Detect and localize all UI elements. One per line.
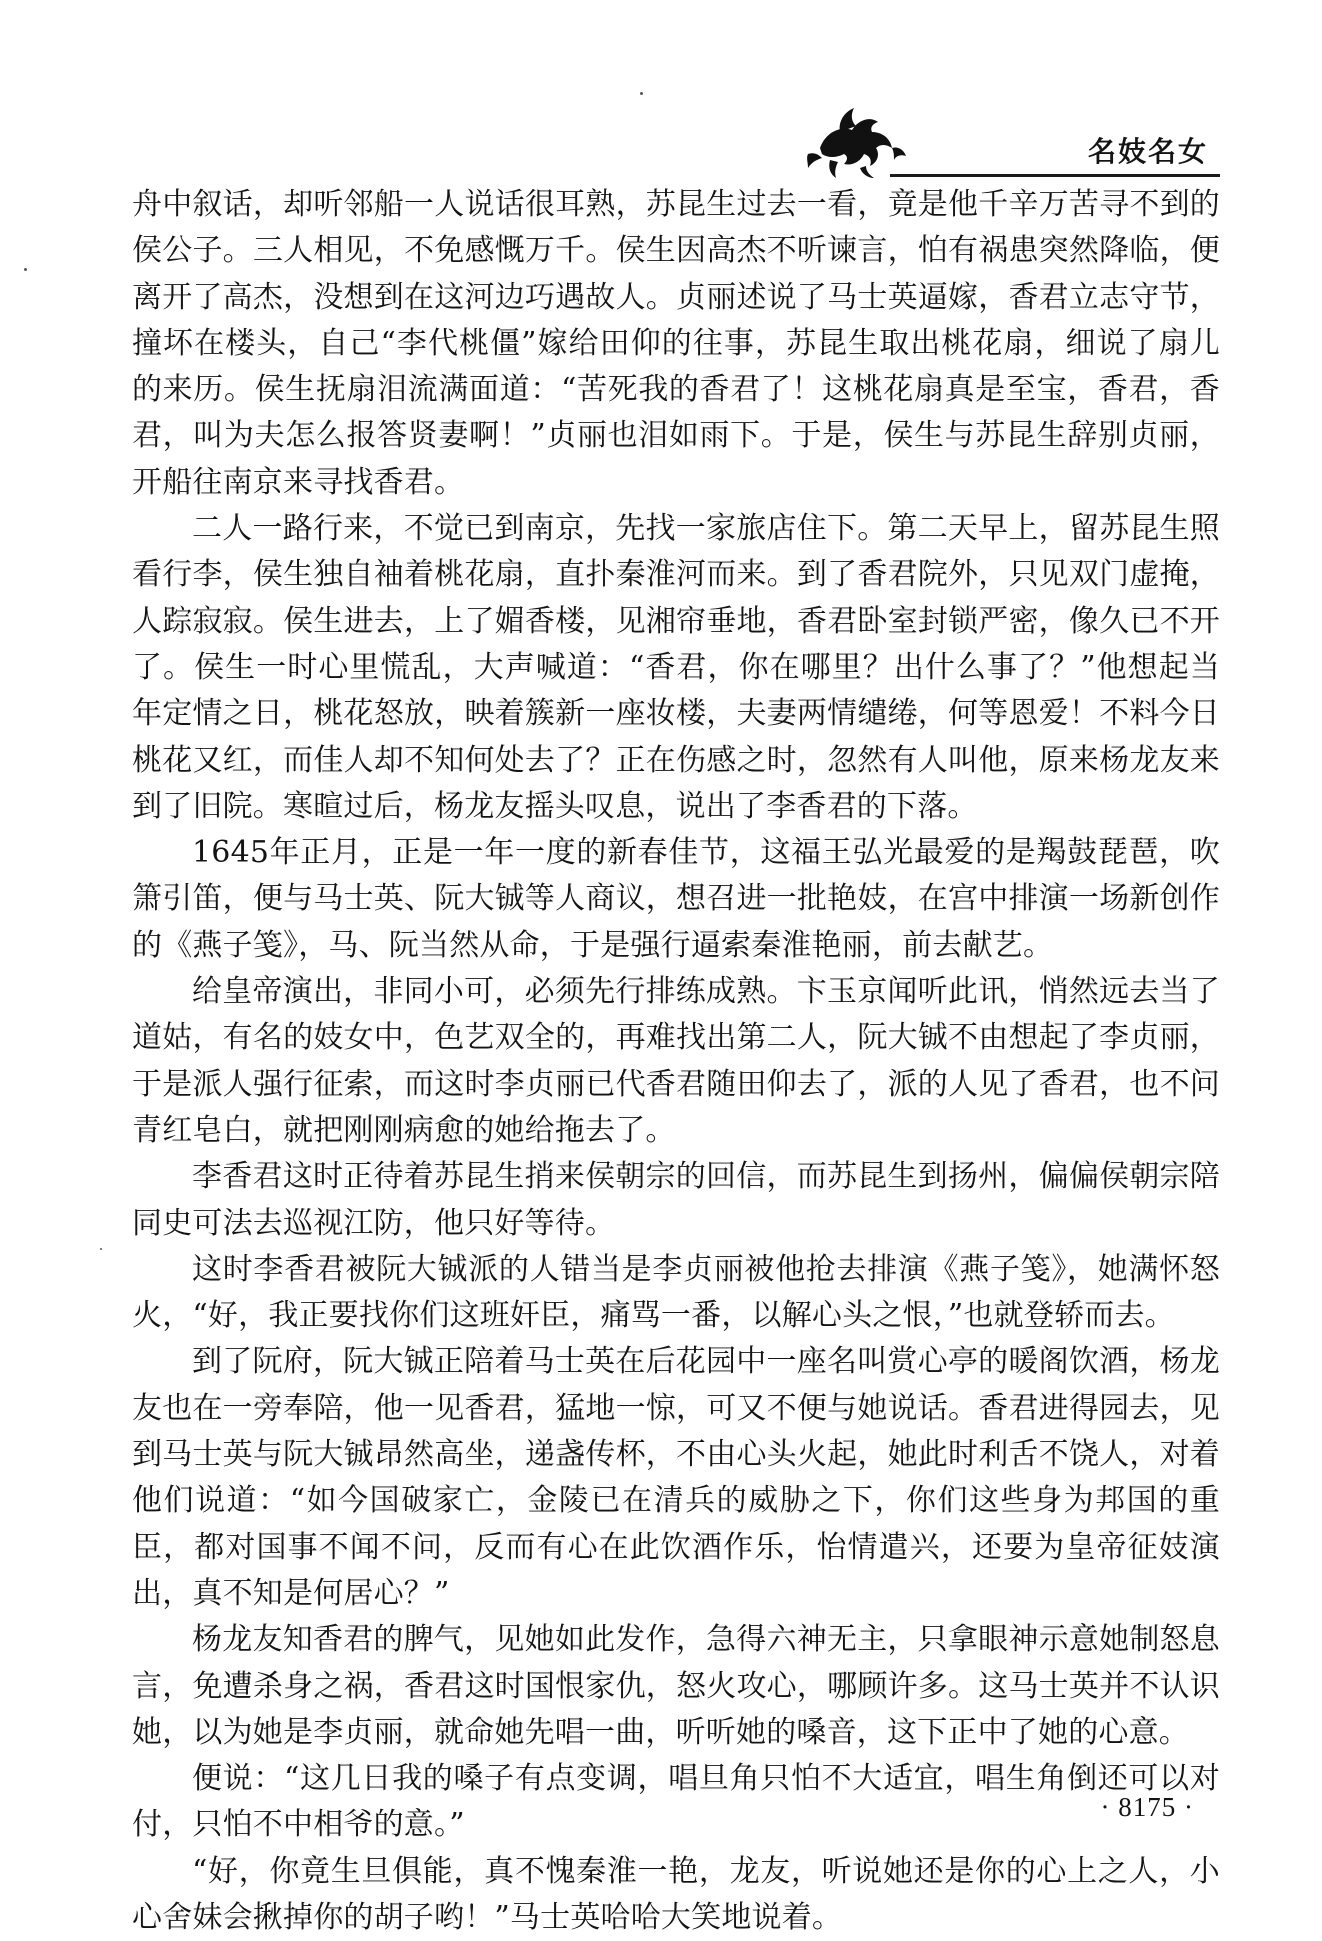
section-title: 名妓名女 — [1087, 135, 1208, 168]
paragraph: 给皇帝演出，非同小可，必须先行排练成熟。卞玉京闻听此讯，悄然远去当了道姑，有名的妓女中，色艺双全的，再难找出第二人，阮大铖不由想起了李贞丽，于是派人强行征索，而这时李贞丽已代香君随田仰去了，派的人见了香君，也不问青红皂白，就把刚刚病愈的她给拖去了。 — [132, 974, 1220, 1148]
paragraph: 1645年正月，正是一年一度的新春佳节，这福王弘光最爱的是羯鼓琵琶，吹箫引笛，便与马士英、阮大铖等人商议，想召进一批艳妓，在宫中排演一场新创作的《燕子笺》，马、阮当然从命，于是强行逼索秦淮艳丽，前去献艺。 — [132, 835, 1220, 963]
scan-speck — [100, 1248, 102, 1250]
article-body — [132, 182, 1220, 1941]
scan-speck — [640, 92, 643, 95]
paragraph: 李香君这时正待着苏昆生捎来侯朝宗的回信，而苏昆生到扬州，偏偏侯朝宗陪同史可法去巡视江防，他只好等待。 — [132, 1159, 1220, 1241]
dragon-emblem-icon — [800, 102, 910, 180]
header-rule — [890, 174, 1220, 177]
paragraph: 二人一路行来，不觉已到南京，先找一家旅店住下。第二天早上，留苏昆生照看行李，侯生独自袖着桃花扇，直扑秦淮河而来。到了香君院外，只见双门虚掩，人踪寂寂。侯生进去，上了媚香楼，见湘帘垂地，香君卧室封锁严密，像久已不开了。侯生一时心里慌乱，大声喊道：“香君，你在哪里？出什么事了？”他想起当年定情之日，桃花怒放，映着簇新一座妆楼，夫妻两情缱绻，何等恩爱！不料今日桃花又红，而佳人却不知何处去了？正在伤感之时，忽然有人叫他，原来杨龙友来到了旧院。寒暄过后，杨龙友摇头叹息，说出了李香君的下落。 — [132, 511, 1220, 824]
paragraph: “好，你竟生旦俱能，真不愧秦淮一艳，龙友，听说她还是你的心上之人，小心舍妹会揪掉你的胡子哟！”马士英哈哈大笑地说着。 — [132, 1853, 1220, 1935]
paragraph: 杨龙友知香君的脾气，见她如此发作，急得六神无主，只拿眼神示意她制怒息言，免遭杀身之祸，香君这时国恨家仇，怒火攻心，哪顾许多。这马士英并不认识她，以为她是李贞丽，就命她先唱一曲，听听她的嗓音，这下正中了她的心意。 — [132, 1622, 1220, 1750]
scan-speck — [24, 268, 27, 271]
paragraph: 舟中叙话，却听邻船一人说话很耳熟，苏昆生过去一看，竟是他千辛万苦寻不到的侯公子。三人相见，不免感慨万千。侯生因高杰不听谏言，怕有祸患突然降临，便离开了高杰，没想到在这河边巧遇故人。贞丽述说了马士英逼嫁，香君立志守节，撞坏在楼头，自己“李代桃僵”嫁给田仰的往事，苏昆生取出桃花扇，细说了扇儿的来历。侯生抚扇泪流满面道：“苦死我的香君了！这桃花扇真是至宝，香君，香君，叫为夫怎么报答贤妻啊！”贞丽也泪如雨下。于是，侯生与苏昆生辞别贞丽，开船往南京来寻找香君。 — [132, 187, 1220, 500]
paragraph: 到了阮府，阮大铖正陪着马士英在后花园中一座名叫赏心亭的暖阁饮酒，杨龙友也在一旁奉陪，他一见香君，猛地一惊，可又不便与她说话。香君进得园去，见到马士英与阮大铖昂然高坐，递盏传杯，不由心头火起，她此时利舌不饶人，对着他们说道：“如今国破家亡，金陵已在清兵的威胁之下，你们这些身为邦国的重臣，都对国事不闻不问，反而有心在此饮酒作乐，怡情遣兴，还要为皇帝征妓演出，真不知是何居心？” — [132, 1344, 1220, 1611]
paragraph: 这时李香君被阮大铖派的人错当是李贞丽被他抢去排演《燕子笺》，她满怀怒火，“好，我正要找你们这班奸臣，痛骂一番，以解心头之恨，”也就登轿而去。 — [132, 1251, 1220, 1334]
page-header — [130, 100, 1220, 180]
page-number: · 8175 · — [1100, 1792, 1194, 1822]
paragraph: 便说：“这几日我的嗓子有点变调，唱旦角只怕不大适宜，唱生角倒还可以对付，只怕不中相爷的意。” — [132, 1761, 1220, 1843]
